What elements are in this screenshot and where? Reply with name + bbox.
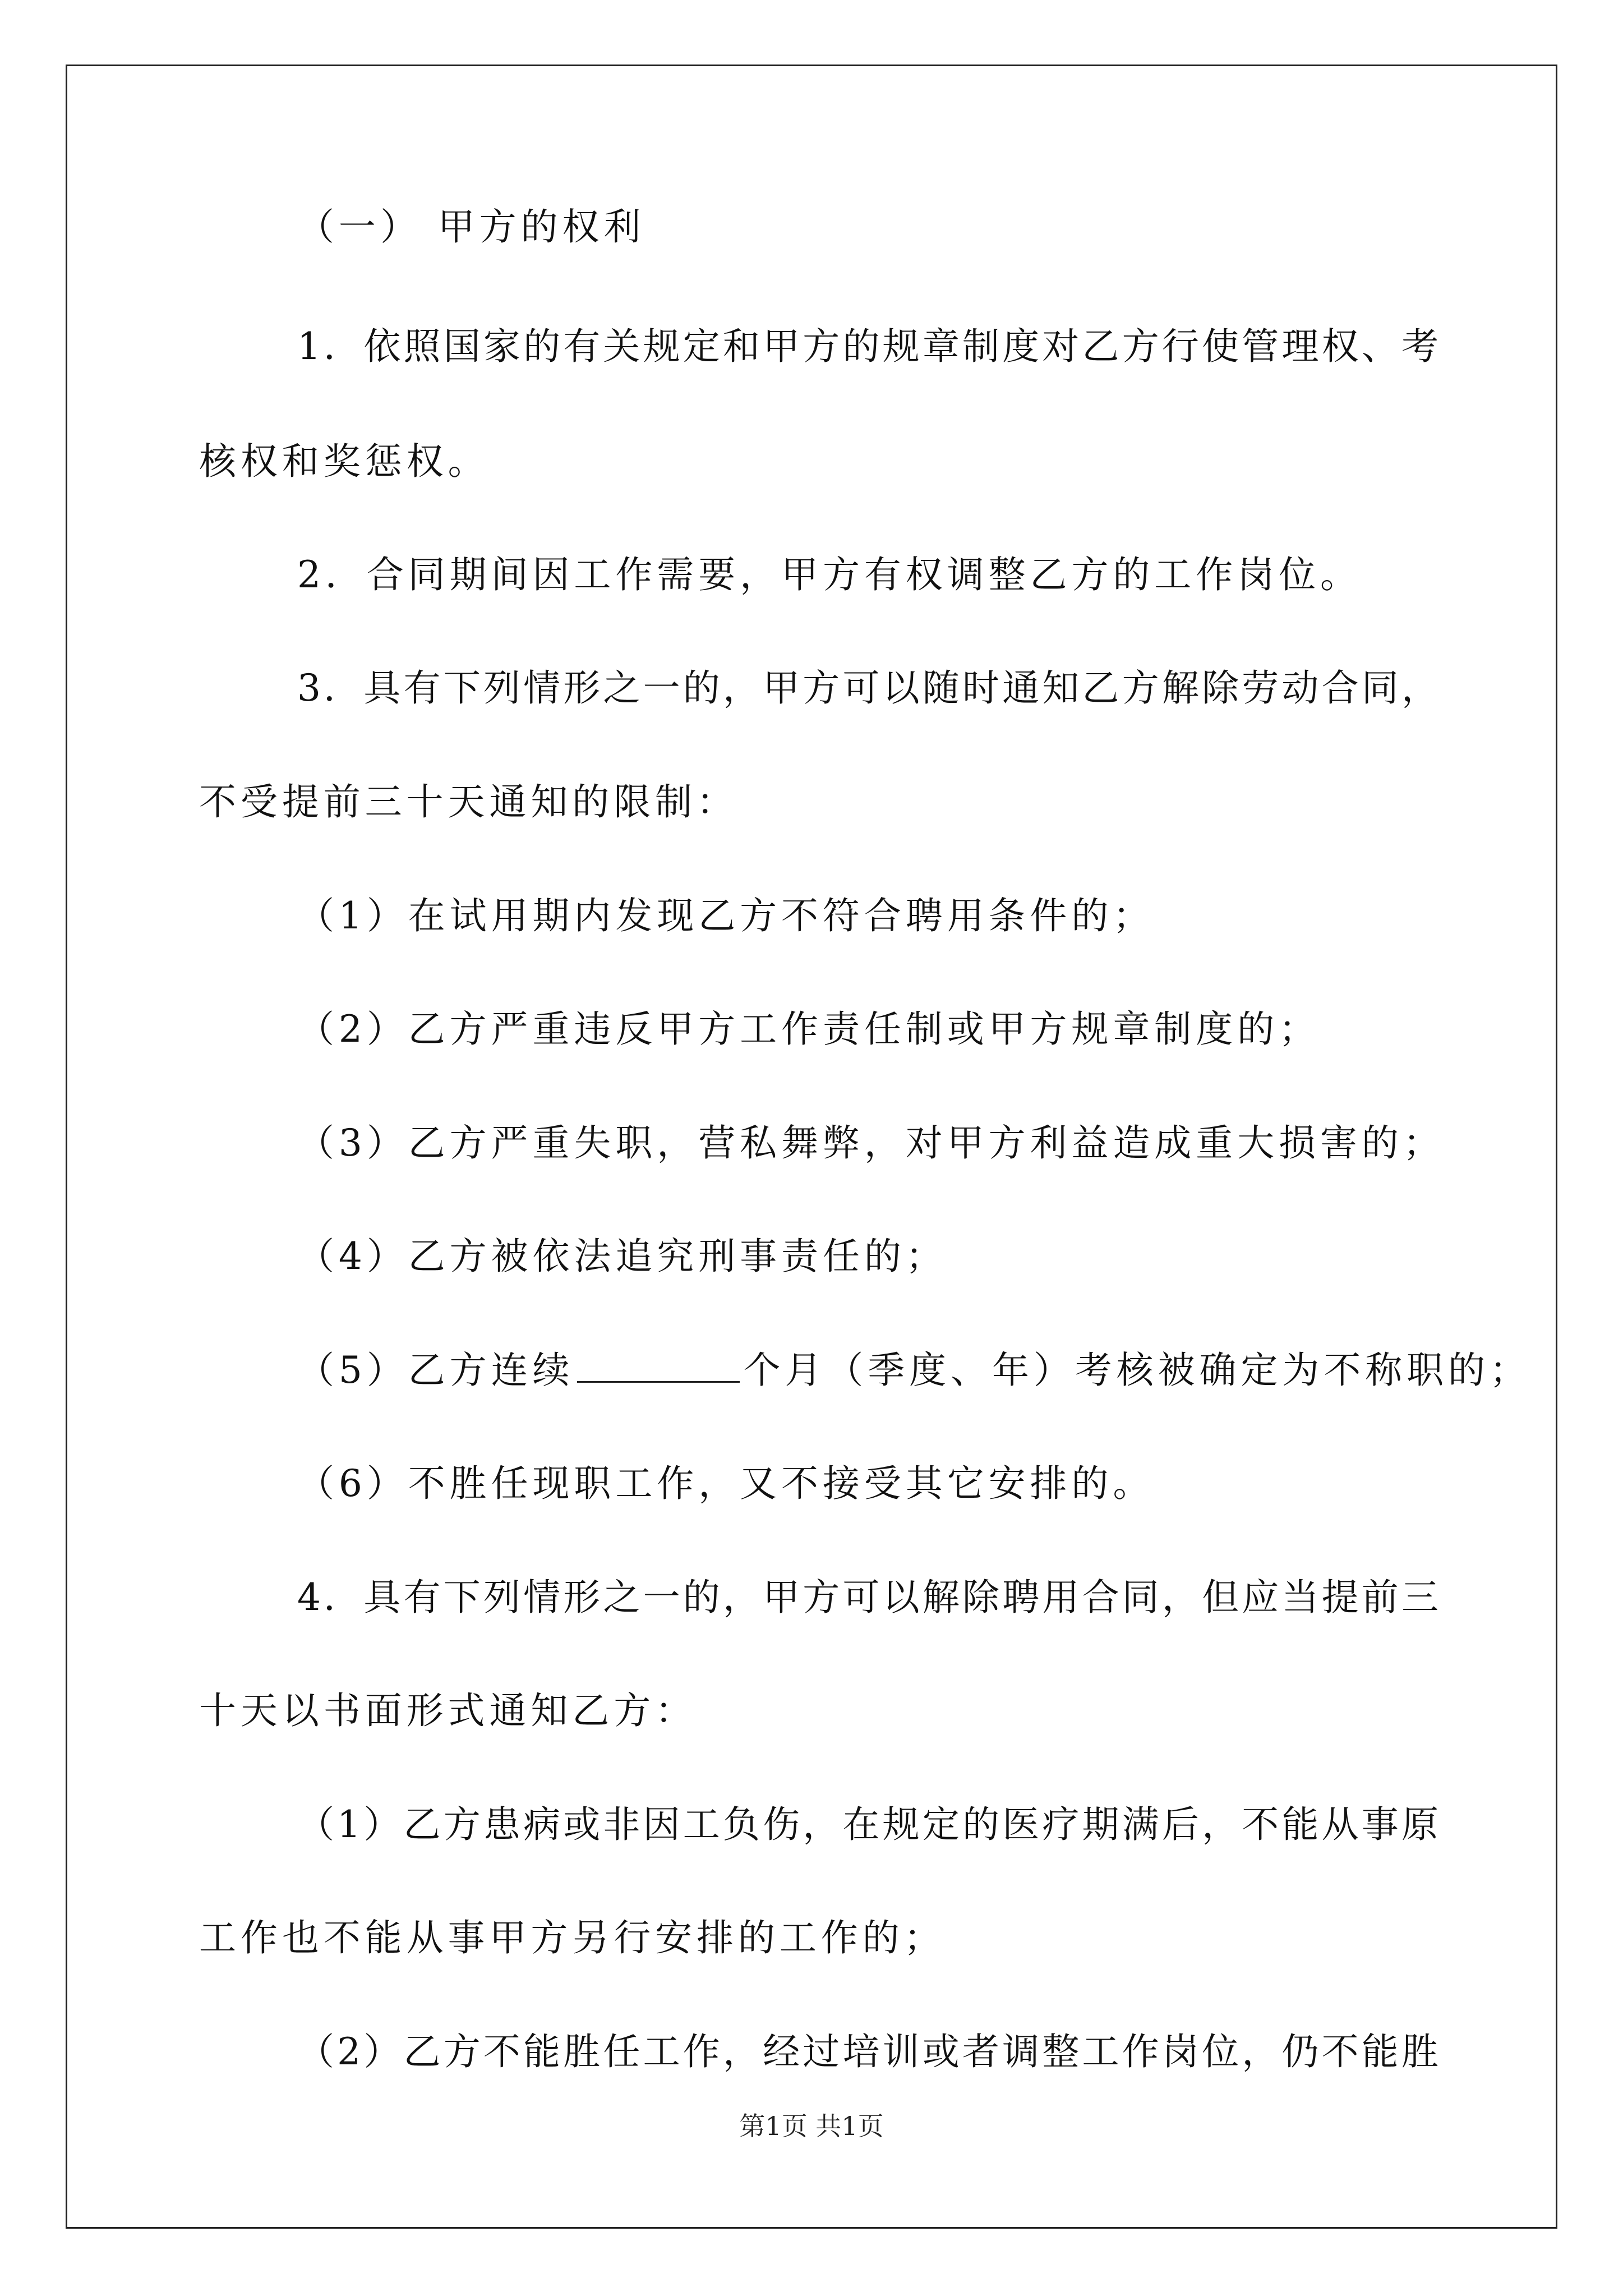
item-3-6: （6）不胜任现职工作，又不接受其它安排的。 <box>297 1462 1155 1505</box>
clause-4-line-1: 4．具有下列情形之一的，甲方可以解除聘用合同，但应当提前三 <box>297 1576 1438 1619</box>
item-4-2-line-1: （2）乙方不能胜任工作，经过培训或者调整工作岗位，仍不能胜 <box>297 2030 1438 2073</box>
item-3-2: （2）乙方严重违反甲方工作责任制或甲方规章制度的； <box>297 1007 1320 1051</box>
item-3-3: （3）乙方严重失职，营私舞弊，对甲方利益造成重大损害的； <box>297 1121 1445 1165</box>
clause-3-line-2: 不受提前三十天通知的限制： <box>199 780 738 823</box>
clause-3-line-1: 3．具有下列情形之一的，甲方可以随时通知乙方解除劳动合同， <box>297 666 1438 710</box>
page-footer: 第1页 共1页 <box>739 2111 884 2141</box>
clause-1-line-1: 1．依照国家的有关规定和甲方的规章制度对乙方行使管理权、考 <box>297 325 1438 368</box>
item-3-5-text-after: 个月（季度、年）考核被确定为不称职的； <box>743 1349 1531 1392</box>
clause-2: 2．合同期间因工作需要，甲方有权调整乙方的工作岗位。 <box>297 553 1362 596</box>
section-heading: （一） 甲方的权利 <box>297 205 645 249</box>
item-4-1-line-1: （1）乙方患病或非因工负伤，在规定的医疗期满后，不能从事原 <box>297 1803 1438 1846</box>
fill-in-blank <box>577 1349 740 1383</box>
item-4-1-line-2: 工作也不能从事甲方另行安排的工作的； <box>199 1916 946 1959</box>
item-3-4: （4）乙方被依法追究刑事责任的； <box>297 1235 947 1278</box>
item-3-1: （1）在试用期内发现乙方不符合聘用条件的； <box>297 894 1155 937</box>
clause-1-line-2: 核权和奖惩权。 <box>199 440 490 483</box>
clause-4-line-2: 十天以书面形式通知乙方： <box>199 1689 697 1732</box>
item-3-5-text-before: （5）乙方连续 <box>297 1349 574 1392</box>
item-3-5 <box>297 1348 1531 1393</box>
